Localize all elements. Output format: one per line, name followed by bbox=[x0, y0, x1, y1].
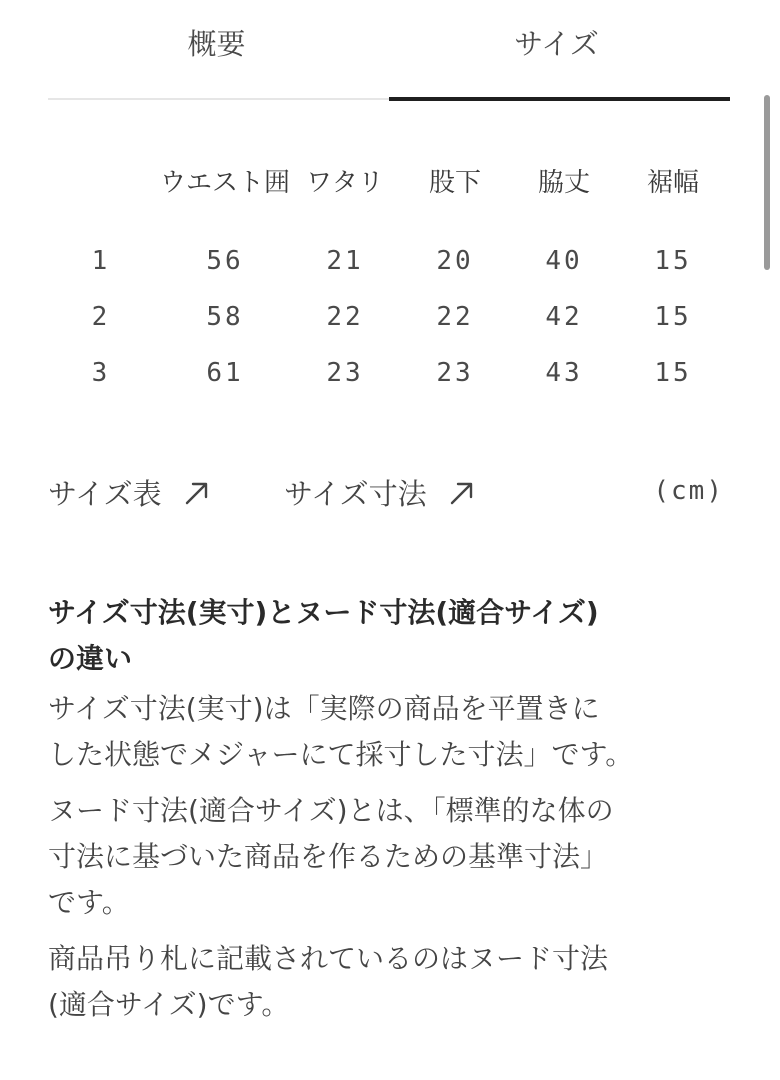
column-header-inseam: 股下 bbox=[428, 168, 482, 198]
size-links-row bbox=[48, 472, 738, 516]
tab-bar bbox=[48, 0, 730, 102]
paragraph-line: 商品吊り札に記載されているのはヌード寸法 bbox=[48, 942, 609, 975]
paragraph-line: ヌード寸法(適合サイズ)とは、「標準的な体の bbox=[48, 794, 614, 827]
table-cell: 21 bbox=[326, 246, 364, 276]
table-cell: 43 bbox=[545, 358, 583, 388]
heading-line: の違い bbox=[48, 642, 133, 675]
table-cell: 40 bbox=[545, 246, 583, 276]
column-header-hem-width: 裾幅 bbox=[646, 168, 700, 198]
size-label: 2 bbox=[91, 302, 111, 332]
table-cell: 58 bbox=[206, 302, 244, 332]
table-cell: 15 bbox=[654, 302, 692, 332]
active-tab-indicator bbox=[389, 97, 730, 101]
size-explanation bbox=[48, 590, 748, 1028]
size-chart-link-label: サイズ表 bbox=[48, 477, 162, 511]
table-cell: 23 bbox=[436, 358, 474, 388]
tab-overview-label: 概要 bbox=[187, 27, 246, 61]
table-cell: 22 bbox=[326, 302, 364, 332]
table-cell: 23 bbox=[326, 358, 364, 388]
paragraph-line: (適合サイズ)です。 bbox=[48, 988, 290, 1021]
size-chart-link[interactable] bbox=[48, 472, 210, 513]
unit-label: (cm) bbox=[653, 476, 724, 506]
table-cell: 61 bbox=[206, 358, 244, 388]
paragraph-line: した状態でメジャーにて採寸した寸法」です。 bbox=[48, 738, 634, 771]
size-table bbox=[0, 150, 760, 410]
column-header-side-length: 脇丈 bbox=[537, 168, 591, 198]
explanation-paragraph bbox=[48, 936, 748, 1028]
size-label: 3 bbox=[91, 358, 111, 388]
size-dimensions-link-label: サイズ寸法 bbox=[284, 477, 427, 511]
explanation-heading bbox=[48, 590, 748, 682]
column-header-thigh: ワタリ bbox=[306, 168, 384, 198]
explanation-paragraph bbox=[48, 686, 748, 778]
heading-line: サイズ寸法(実寸)とヌード寸法(適合サイズ) bbox=[48, 596, 599, 629]
explanation-paragraph bbox=[48, 788, 748, 926]
size-dimensions-link[interactable] bbox=[284, 472, 475, 513]
table-cell: 15 bbox=[654, 358, 692, 388]
table-cell: 20 bbox=[436, 246, 474, 276]
table-cell: 56 bbox=[206, 246, 244, 276]
tab-size-label: サイズ bbox=[514, 27, 599, 61]
table-cell: 15 bbox=[654, 246, 692, 276]
table-cell: 42 bbox=[545, 302, 583, 332]
paragraph-line: サイズ寸法(実寸)は「実際の商品を平置きに bbox=[48, 692, 600, 725]
table-cell: 22 bbox=[436, 302, 474, 332]
paragraph-line: です。 bbox=[48, 886, 130, 919]
size-label: 1 bbox=[91, 246, 111, 276]
paragraph-line: 寸法に基づいた商品を作るための基準寸法」 bbox=[48, 840, 609, 873]
arrow-up-right-icon bbox=[449, 480, 475, 506]
column-header-waist: ウエスト囲 bbox=[159, 168, 291, 198]
tab-overview[interactable] bbox=[48, 22, 389, 63]
scrollbar-thumb[interactable] bbox=[764, 95, 770, 270]
arrow-up-right-icon bbox=[184, 480, 210, 506]
tab-size[interactable] bbox=[389, 22, 730, 63]
